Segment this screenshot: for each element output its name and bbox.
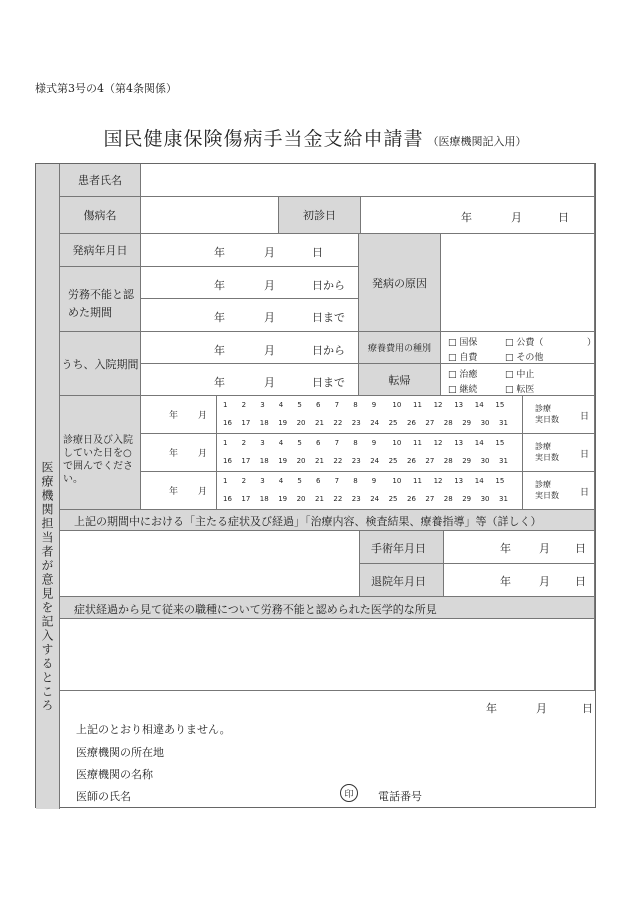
- symptoms-field[interactable]: [60, 531, 360, 597]
- day-unit: 日: [575, 542, 586, 555]
- discharge-date-label: 退院年月日: [360, 564, 444, 597]
- day-number[interactable]: 10: [392, 401, 402, 409]
- medical-opinion-field[interactable]: [60, 619, 595, 691]
- day-number[interactable]: 1: [223, 401, 228, 409]
- onset-cause-field[interactable]: [441, 234, 595, 332]
- day-number[interactable]: 28: [443, 457, 453, 465]
- title-main: 国民健康保険傷病手当金支給申請書: [103, 128, 424, 150]
- institution-address-label: 医療機関の所在地: [76, 746, 164, 759]
- day-number[interactable]: 3: [260, 401, 265, 409]
- year-unit: 年: [214, 376, 225, 389]
- month-unit: 月: [539, 542, 550, 555]
- treatment-cost-label: 療養費用の種別: [359, 332, 441, 364]
- day-number[interactable]: 14: [474, 439, 484, 447]
- day-number[interactable]: 9: [371, 439, 377, 447]
- visit-month-1[interactable]: [141, 396, 217, 434]
- day-unit: 日: [575, 575, 586, 588]
- onset-date-label: 発病年月日: [60, 234, 141, 267]
- day-number[interactable]: 2: [241, 439, 247, 447]
- day-number[interactable]: 5: [297, 401, 302, 409]
- day-number[interactable]: 31: [499, 457, 508, 465]
- day-number[interactable]: 31: [499, 419, 508, 427]
- day-number[interactable]: 7: [334, 477, 340, 485]
- actual-days-label: 診療 実日数: [535, 404, 559, 424]
- incapacity-period-label: 労務不能と認めた期間: [60, 267, 141, 332]
- cost-other-checkbox[interactable]: □ その他: [505, 353, 544, 363]
- physician-name-label: 医師の氏名: [76, 790, 131, 803]
- day-number[interactable]: 20: [296, 495, 306, 503]
- side-label: 医療機関担当者が意見を記入するところ: [36, 164, 60, 809]
- actual-days-1[interactable]: [523, 396, 595, 434]
- day-number[interactable]: 16: [223, 457, 232, 465]
- year-unit: 年: [500, 542, 511, 555]
- month-unit: 月: [539, 575, 550, 588]
- day-unit: 日: [580, 412, 590, 422]
- year-unit: 年: [169, 449, 179, 459]
- month-unit: 月: [264, 344, 275, 357]
- day-number[interactable]: 26: [407, 419, 416, 427]
- title-sub: （医療機関記入用）: [427, 135, 527, 148]
- day-number[interactable]: 7: [334, 439, 340, 447]
- day-number[interactable]: 3: [260, 477, 265, 485]
- cost-national-insurance-checkbox[interactable]: □ 国保: [448, 338, 478, 348]
- day-number[interactable]: 11: [413, 439, 422, 447]
- day-number[interactable]: 17: [241, 457, 251, 465]
- day-number[interactable]: 2: [241, 401, 247, 409]
- day-number[interactable]: 22: [333, 419, 343, 427]
- symptoms-header: 上記の期間中における「主たる症状及び経過」「治療内容、検査結果、療養指導」等（詳しく）: [60, 510, 595, 531]
- year-unit: 年: [214, 246, 225, 259]
- day-number[interactable]: 20: [296, 457, 306, 465]
- outcome-label: 転帰: [359, 364, 441, 396]
- day-number[interactable]: 4: [278, 439, 284, 447]
- month-unit: 月: [264, 311, 275, 324]
- day-number[interactable]: 27: [425, 457, 435, 465]
- disease-name-field[interactable]: [141, 197, 279, 234]
- from-suffix: 日から: [312, 279, 345, 292]
- first-visit-date-field[interactable]: [361, 197, 595, 234]
- day-unit: 日: [558, 211, 569, 224]
- day-grid-3[interactable]: [217, 472, 523, 510]
- day-number[interactable]: 5: [297, 477, 302, 485]
- day-number[interactable]: 1: [223, 477, 228, 485]
- cost-self-pay-checkbox[interactable]: □ 自費: [448, 353, 478, 363]
- day-number[interactable]: 1: [223, 439, 228, 447]
- institution-name-label: 医療機関の名称: [76, 768, 153, 781]
- day-number[interactable]: 23: [351, 419, 361, 427]
- day-number[interactable]: 6: [316, 401, 321, 409]
- day-number[interactable]: 4: [278, 401, 284, 409]
- year-unit: 年: [214, 279, 225, 292]
- day-number[interactable]: 31: [499, 495, 508, 503]
- day-number[interactable]: 8: [353, 439, 358, 447]
- day-unit: 日: [580, 488, 590, 498]
- disease-name-label: 傷病名: [60, 197, 141, 234]
- day-number[interactable]: 12: [433, 401, 443, 409]
- day-number[interactable]: 8: [353, 477, 358, 485]
- day-number[interactable]: 28: [443, 419, 453, 427]
- day-number[interactable]: 17: [241, 419, 251, 427]
- day-number[interactable]: 6: [316, 477, 321, 485]
- year-unit: 年: [461, 211, 472, 224]
- day-number[interactable]: 3: [260, 439, 265, 447]
- month-unit: 月: [536, 702, 547, 715]
- year-unit: 年: [214, 344, 225, 357]
- day-number[interactable]: 29: [462, 495, 472, 503]
- day-number[interactable]: 30: [480, 457, 490, 465]
- day-number[interactable]: 23: [351, 457, 361, 465]
- surgery-date-field[interactable]: [444, 531, 595, 564]
- page-title: [0, 124, 630, 151]
- day-number[interactable]: 7: [334, 401, 340, 409]
- day-number[interactable]: 20: [296, 419, 306, 427]
- day-number[interactable]: 23: [351, 495, 361, 503]
- day-number[interactable]: 9: [371, 401, 377, 409]
- day-number[interactable]: 13: [454, 401, 464, 409]
- year-unit: 年: [169, 411, 179, 421]
- day-number[interactable]: 13: [454, 439, 464, 447]
- day-number[interactable]: 19: [278, 419, 288, 427]
- incapacity-until-field[interactable]: [141, 299, 359, 332]
- day-number[interactable]: 19: [278, 457, 288, 465]
- day-number[interactable]: 14: [474, 401, 484, 409]
- actual-days-label: 診療 実日数: [535, 442, 559, 462]
- day-number[interactable]: 24: [370, 457, 380, 465]
- day-number[interactable]: 4: [278, 477, 284, 485]
- day-unit: 日: [580, 450, 590, 460]
- patient-name-field[interactable]: [141, 164, 595, 197]
- day-number[interactable]: 25: [388, 419, 398, 427]
- month-unit: 月: [264, 376, 275, 389]
- medical-opinion-header: 症状経過から見て従来の職種について労務不能と認められた医学的な所見: [60, 597, 595, 619]
- month-unit: 月: [198, 449, 208, 459]
- day-unit: 日: [582, 702, 593, 715]
- inpatient-period-label: うち、入院期間: [60, 332, 141, 396]
- day-number[interactable]: 11: [413, 401, 422, 409]
- day-number[interactable]: 2: [241, 477, 247, 485]
- day-number[interactable]: 24: [370, 419, 380, 427]
- day-number[interactable]: 14: [474, 477, 484, 485]
- day-number[interactable]: 28: [443, 495, 453, 503]
- year-unit: 年: [500, 575, 511, 588]
- year-unit: 年: [214, 311, 225, 324]
- certification-area: [60, 691, 595, 807]
- month-unit: 月: [198, 487, 208, 497]
- day-number[interactable]: 8: [353, 401, 358, 409]
- discharge-date-field[interactable]: [444, 564, 595, 597]
- day-number[interactable]: 25: [388, 457, 398, 465]
- onset-date-field[interactable]: [141, 234, 359, 267]
- day-number[interactable]: 16: [223, 419, 232, 427]
- day-number[interactable]: 12: [433, 439, 443, 447]
- day-number[interactable]: 21: [315, 495, 324, 503]
- day-number[interactable]: 15: [495, 401, 505, 409]
- day-number[interactable]: 26: [407, 495, 416, 503]
- day-number[interactable]: 26: [407, 457, 416, 465]
- day-number[interactable]: 13: [454, 477, 464, 485]
- day-number[interactable]: 30: [480, 419, 490, 427]
- day-number[interactable]: 29: [462, 457, 472, 465]
- day-number[interactable]: 5: [297, 439, 302, 447]
- day-number[interactable]: 16: [223, 495, 232, 503]
- day-grid-2[interactable]: [217, 434, 523, 472]
- day-number[interactable]: 27: [425, 419, 435, 427]
- phone-label: 電話番号: [378, 790, 422, 803]
- day-number[interactable]: 12: [433, 477, 443, 485]
- actual-days-2[interactable]: [523, 434, 595, 472]
- application-form: [35, 163, 596, 808]
- day-number[interactable]: 21: [315, 457, 324, 465]
- cost-public-funding-checkbox[interactable]: □ 公費（: [505, 338, 544, 348]
- onset-cause-label: 発病の原因: [359, 234, 441, 332]
- inpatient-until-field[interactable]: [141, 364, 359, 396]
- day-number[interactable]: 10: [392, 439, 402, 447]
- day-number[interactable]: 22: [333, 457, 343, 465]
- first-visit-label: 初診日: [279, 197, 361, 234]
- patient-name-label: 患者氏名: [60, 164, 141, 197]
- month-unit: 月: [511, 211, 522, 224]
- day-unit: 日: [312, 246, 323, 259]
- visit-month-3[interactable]: [141, 472, 217, 510]
- day-number[interactable]: 15: [495, 439, 505, 447]
- day-number[interactable]: 29: [462, 419, 472, 427]
- day-number[interactable]: 9: [371, 477, 377, 485]
- day-number[interactable]: 6: [316, 439, 321, 447]
- inpatient-from-field[interactable]: [141, 332, 359, 364]
- outcome-discontinued-checkbox[interactable]: □ 中止: [505, 370, 535, 380]
- day-grid-1[interactable]: [217, 396, 523, 434]
- day-number[interactable]: 24: [370, 495, 380, 503]
- month-unit: 月: [264, 246, 275, 259]
- year-unit: 年: [169, 487, 179, 497]
- day-number[interactable]: 25: [388, 495, 398, 503]
- seal-icon: 印: [340, 784, 358, 802]
- incapacity-from-field[interactable]: [141, 267, 359, 299]
- day-number[interactable]: 21: [315, 419, 324, 427]
- year-unit: 年: [486, 702, 497, 715]
- day-number[interactable]: 30: [480, 495, 490, 503]
- visit-days-label: 診療日及び入院していた日を○で囲んでください。: [60, 396, 141, 510]
- until-suffix: 日まで: [312, 376, 345, 389]
- actual-days-3[interactable]: [523, 472, 595, 510]
- from-suffix: 日から: [312, 344, 345, 357]
- until-suffix: 日まで: [312, 311, 345, 324]
- day-number[interactable]: 22: [333, 495, 343, 503]
- month-unit: 月: [198, 411, 208, 421]
- outcome-transferred-checkbox[interactable]: □ 転医: [505, 385, 535, 395]
- month-unit: 月: [264, 279, 275, 292]
- day-number[interactable]: 19: [278, 495, 288, 503]
- outcome-options: [441, 364, 595, 396]
- day-number[interactable]: 10: [392, 477, 402, 485]
- day-number[interactable]: 18: [259, 457, 269, 465]
- surgery-date-label: 手術年月日: [360, 531, 444, 564]
- day-number[interactable]: 18: [259, 419, 269, 427]
- outcome-cured-checkbox[interactable]: □ 治癒: [448, 370, 478, 380]
- actual-days-label: 診療 実日数: [535, 480, 559, 500]
- day-number[interactable]: 17: [241, 495, 251, 503]
- treatment-cost-options: [441, 332, 595, 364]
- form-number: 様式第3号の4（第4条関係）: [35, 82, 177, 95]
- visit-month-2[interactable]: [141, 434, 217, 472]
- day-number[interactable]: 18: [259, 495, 269, 503]
- day-number[interactable]: 27: [425, 495, 435, 503]
- day-number[interactable]: 15: [495, 477, 505, 485]
- cost-public-funding-close: ）: [587, 338, 597, 348]
- outcome-continuing-checkbox[interactable]: □ 継続: [448, 385, 478, 395]
- day-number[interactable]: 11: [413, 477, 422, 485]
- certify-text: 上記のとおり相違ありません。: [76, 723, 231, 736]
